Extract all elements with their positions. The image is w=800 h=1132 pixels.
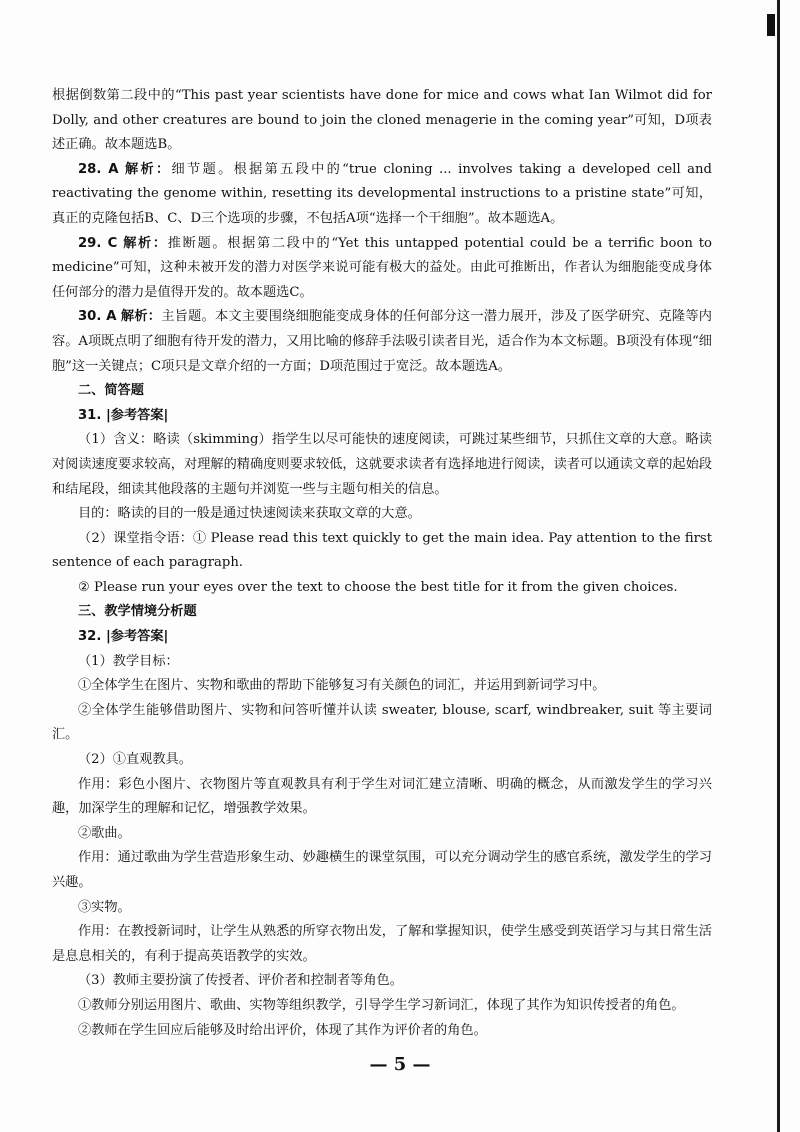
section-heading-short-answer: 二、简答题 xyxy=(78,383,144,399)
q31-meaning: （1）含义：略读（skimming）指学生以尽可能快的速度阅读，可跳过某些细节，只抓住文章的大意。略读对阅读速度要求较高，对理解的精确度则要求较低，这就要求读者有选择地进行阅读，读者可以通读文章的起始段和结尾段，细读其他段落的主题句并浏览一些与主题句相关的信息。 xyxy=(52,432,712,497)
q32-teacher-roles: （3）教师主要扮演了传授者、评价者和控制者等角色。 xyxy=(78,973,403,989)
paragraph-q28 xyxy=(52,158,712,232)
answer-content xyxy=(52,84,712,1043)
binding-edge-line xyxy=(777,0,780,1132)
q31-purpose: 目的：略读的目的一般是通过快速阅读来获取文章的大意。 xyxy=(78,506,421,522)
q30-analysis-label: 解析： xyxy=(120,309,162,325)
paragraph-q29 xyxy=(52,232,712,306)
q28-analysis-text: 细节题。根据第五段中的“true cloning ... involves taking a developed cell and reactivating the genome within, resetting its developmental instructions to a pristine state”可知，真正的克隆包括B、C、D三个选项的步骤，不包括A项“选择一个干细胞”。故本题选A。 xyxy=(52,161,712,226)
q28-analysis-label: 解析： xyxy=(125,161,172,177)
q32-songs-function: 作用：通过歌曲为学生营造形象生动、妙趣横生的课堂氛围，可以充分调动学生的感官系统，激发学生的学习兴趣。 xyxy=(52,850,712,890)
q30-number: 30. A xyxy=(78,309,117,325)
q32-objective-1: ①全体学生在图片、实物和歌曲的帮助下能够复习有关颜色的词汇，并运用到新词学习中。 xyxy=(78,678,606,694)
q32-visual-aids-function: 作用：彩色小图片、衣物图片等直观教具有利于学生对词汇建立清晰、明确的概念，从而激发学生的学习兴趣，加深学生的理解和记忆，增强教学效果。 xyxy=(52,776,712,817)
page-number: — 5 — xyxy=(369,1054,431,1075)
q31-instruction-2: ② Please run your eyes over the text to choose the best title for it from the given choices. xyxy=(78,579,678,595)
q28-number: 28. A xyxy=(78,161,119,177)
q29-analysis-text: 推断题。根据第二段中的“Yet this untapped potential could be a terrific boon to medicine”可知，这种未被开发的潜力对医学来说可能有极大的益处。由此可推断出，作者认为细胞能变成身体任何部分的潜力是值得开发的。故本题选C。 xyxy=(52,235,712,300)
paragraph-q30 xyxy=(52,305,712,379)
section-heading-teaching-analysis: 三、教学情境分析题 xyxy=(78,604,197,620)
q32-objectives-heading: （1）教学目标： xyxy=(78,653,179,669)
q29-analysis-label: 解析： xyxy=(123,235,168,251)
q32-role-transmitter: ①教师分别运用图片、歌曲、实物等组织教学，引导学生学习新词汇，体现了其作为知识传授者的角色。 xyxy=(78,997,685,1013)
q31-instruction-1: （2）课堂指令语：① Please read this text quickly to get the main idea. Pay attention to the first sentence of each paragraph. xyxy=(52,530,712,571)
q32-role-evaluator: ②教师在学生回应后能够及时给出评价，体现了其作为评价者的角色。 xyxy=(78,1022,487,1038)
q30-analysis-text: 主旨题。本文主要围绕细胞能变成身体的任何部分这一潜力展开，涉及了医学研究、克隆等内容。A项既点明了细胞有待开发的潜力，又用比喻的修辞手法吸引读者目光，适合作为本文标题。B项没有体现“细胞”这一关键点；C项只是文章介绍的一方面；D项范围过于宽泛。故本题选A。 xyxy=(52,309,712,374)
q32-answer-heading: 32. |参考答案| xyxy=(78,629,169,645)
q31-answer-heading: 31. |参考答案| xyxy=(78,407,169,423)
q32-songs: ②歌曲。 xyxy=(78,825,131,841)
q32-objective-2: ②全体学生能够借助图片、实物和问答听懂并认读 sweater, blouse, scarf, windbreaker, suit 等主要词汇。 xyxy=(52,702,712,743)
q32-realia-function: 作用：在教授新词时，让学生从熟悉的所穿衣物出发，了解和掌握知识，使学生感受到英语学习与其日常生活是息息相关的，有利于提高英语教学的实效。 xyxy=(52,924,712,964)
paragraph-q27-tail: 根据倒数第二段中的“This past year scientists have done for mice and cows what Ian Wilmot did for Dolly, and other creatures are bound to join the cloned menagerie in the coming year”可知，D项表述正确。故本题选B。 xyxy=(52,88,712,153)
q32-visual-aids: （2）①直观教具。 xyxy=(78,752,192,768)
q29-number: 29. C xyxy=(78,235,118,251)
binding-edge-mark xyxy=(767,14,775,36)
q32-realia: ③实物。 xyxy=(78,899,131,915)
